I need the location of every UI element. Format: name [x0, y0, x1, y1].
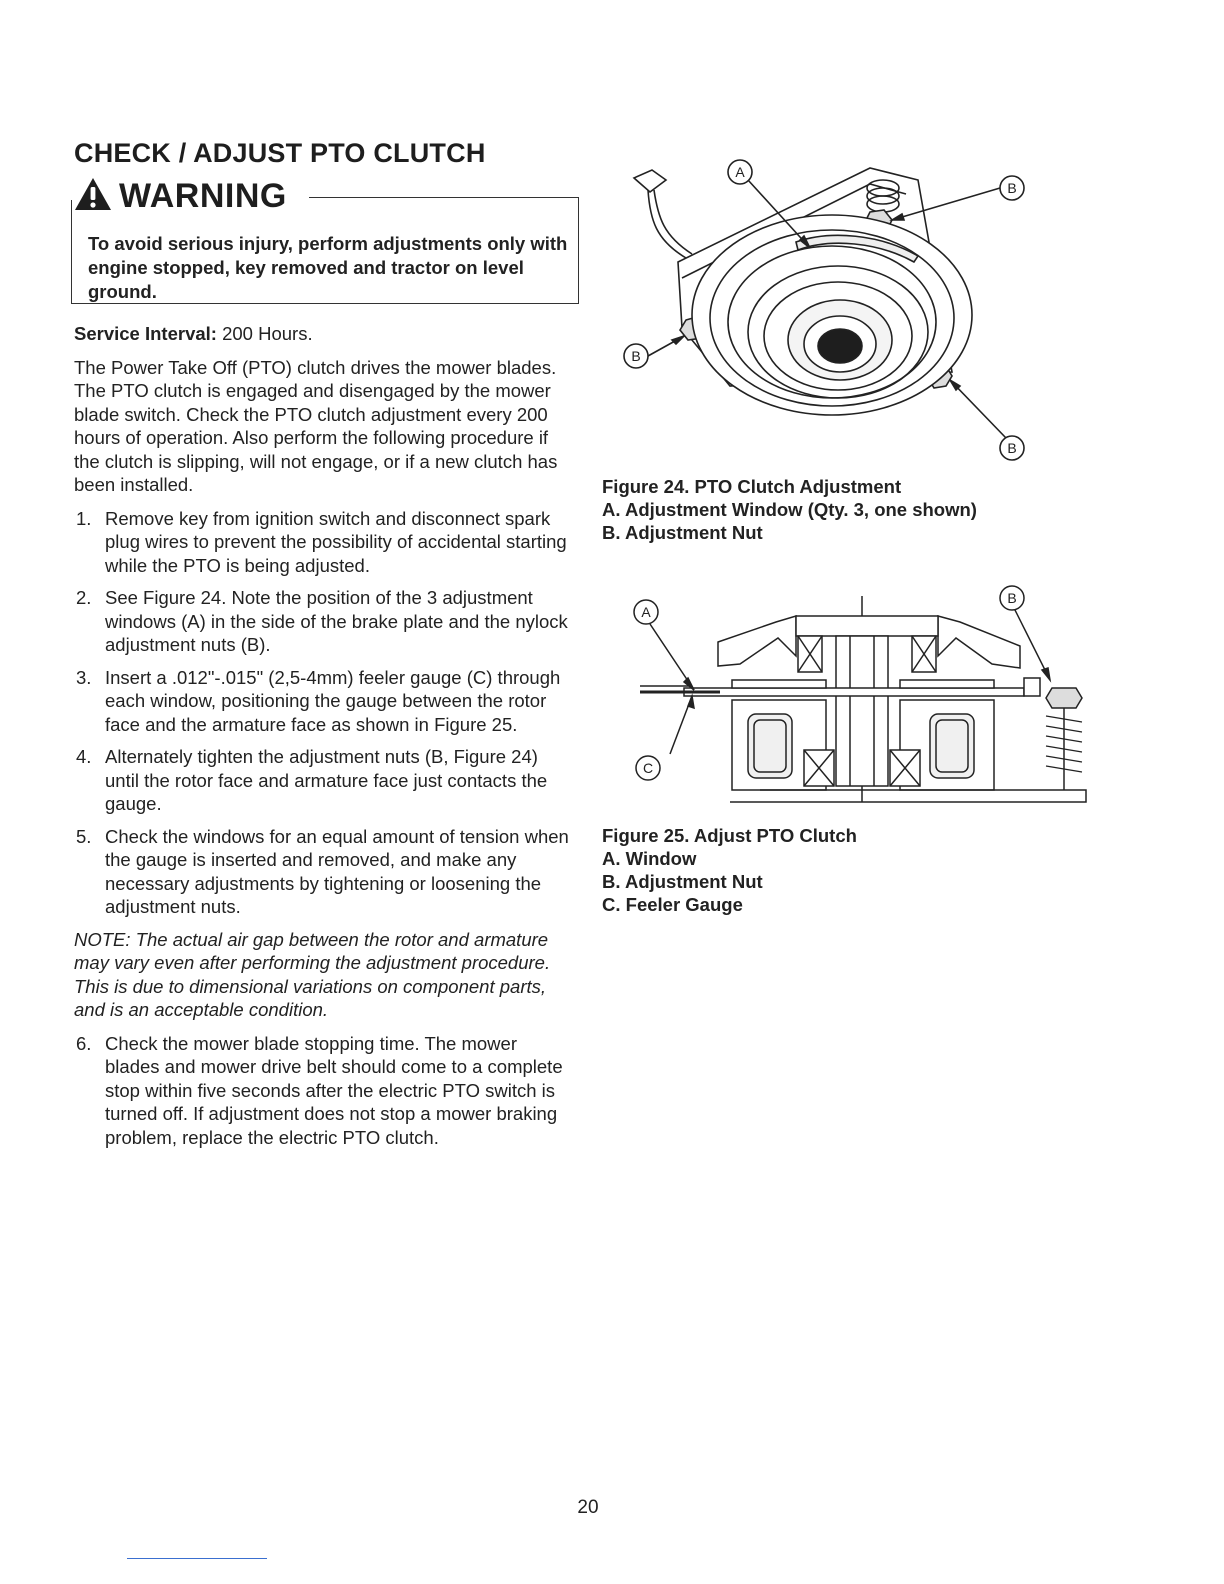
warning-header — [71, 170, 579, 214]
figure-25-caption — [602, 824, 857, 916]
step-item — [74, 586, 574, 657]
footer-rule — [127, 1558, 267, 1559]
instructions-column — [74, 322, 574, 1158]
wire — [648, 190, 692, 258]
service-interval-value: 200 Hours. — [222, 323, 313, 344]
figure-24-caption — [602, 475, 977, 544]
step-text: Check the mower blade stopping time. The mower blades and mower drive belt should come to a complete stop within five seconds after the electric PTO switch is turned off. If adjustment does not stop a mower braking problem, replace the electric PTO clutch. — [105, 1032, 563, 1148]
warning-text: To avoid serious injury, perform adjustments only with engine stopped, key removed and tractor on level ground. — [88, 233, 568, 302]
figure-25-illustration — [600, 576, 1100, 808]
step-number: 3. — [76, 666, 92, 688]
fig24-callout-b: B — [1007, 180, 1017, 196]
fig25-callout-b: B — [1007, 590, 1017, 606]
warning-triangle-icon — [73, 176, 113, 212]
step-item — [74, 825, 574, 919]
fig24-callout-a: A — [735, 164, 745, 180]
step-number: 1. — [76, 507, 92, 529]
figure-25-item-a: A. Window — [602, 848, 697, 869]
note: NOTE: The actual air gap between the rotor and armature may vary even after performing the adjustment procedure. This is due to dimensional variations on component parts, and is an acceptable condition. — [74, 928, 551, 1020]
step-item — [74, 745, 574, 816]
figure-24-item-a: A. Adjustment Window (Qty. 3, one shown) — [602, 499, 977, 520]
step-number: 4. — [76, 746, 92, 767]
warning-label: WARNING — [119, 177, 287, 215]
step-number: 6. — [76, 1032, 92, 1054]
step-text: Alternately tighten the adjustment nuts (B, Figure 24) until the rotor face and armature face just contacts the gauge. — [105, 746, 548, 814]
pulley-groove-right — [938, 616, 1020, 668]
service-interval — [74, 322, 574, 346]
fig25-callout-c: C — [642, 760, 654, 776]
warning-right-border — [578, 197, 579, 304]
steps-list — [74, 507, 574, 919]
intro-paragraph: The Power Take Off (PTO) clutch drives the mower blades. The PTO clutch is engaged and disengaged by the mower blade switch. Check the PTO clutch adjustment every 200 hours of operation. Also perform the following procedure if the clutch is slipping, will not engage, or if a new clutch has been installed. — [74, 356, 558, 495]
step-item — [74, 507, 574, 578]
step-item — [74, 666, 574, 737]
page-title: CHECK / ADJUST PTO CLUTCH — [74, 138, 486, 168]
figure-24-item-b: B. Adjustment Nut — [602, 522, 763, 543]
figure-25-title: Figure 25. Adjust PTO Clutch — [602, 825, 857, 846]
step-text: See Figure 24. Note the position of the 3 adjustment windows (A) in the side of the brake plate and the nylock adjustment nuts (B). — [105, 587, 568, 655]
warning-top-rule — [309, 197, 579, 198]
step-text: Insert a .012"-.015" (2,5-4mm) feeler gauge (C) through each window, positioning the gauge between the rotor face and the armature face as shown in Figure 25. — [105, 666, 561, 735]
step-text: Remove key from ignition switch and disconnect spark plug wires to prevent the possibility of accidental starting while the PTO is being adjusted. — [105, 507, 567, 576]
figure-24-illustration — [600, 150, 1080, 468]
step-number: 2. — [76, 587, 92, 608]
figure-25-item-c: C. Feeler Gauge — [602, 894, 743, 915]
fig25-callout-a: A — [641, 604, 651, 620]
warning-left-border — [71, 200, 72, 304]
figure-24-title: Figure 24. PTO Clutch Adjustment — [602, 476, 902, 497]
fig24-callout-b: B — [1007, 440, 1017, 456]
step-number: 5. — [76, 825, 92, 847]
step-text: Check the windows for an equal amount of tension when the gauge is inserted and removed, and make any necessary adjustments by tightening or loosening the adjustment nuts. — [105, 825, 569, 917]
pulley-groove-left — [718, 616, 796, 666]
warning-box — [71, 170, 579, 304]
service-interval-label: Service Interval: — [74, 323, 217, 344]
fig24-callout-b: B — [631, 348, 641, 364]
step-item — [74, 1032, 574, 1150]
wire-connector — [634, 170, 666, 192]
page-number: 20 — [577, 1497, 599, 1518]
figure-25-item-b: B. Adjustment Nut — [602, 871, 763, 892]
steps-list-continued — [74, 1032, 574, 1150]
rotor-face — [684, 688, 1024, 696]
